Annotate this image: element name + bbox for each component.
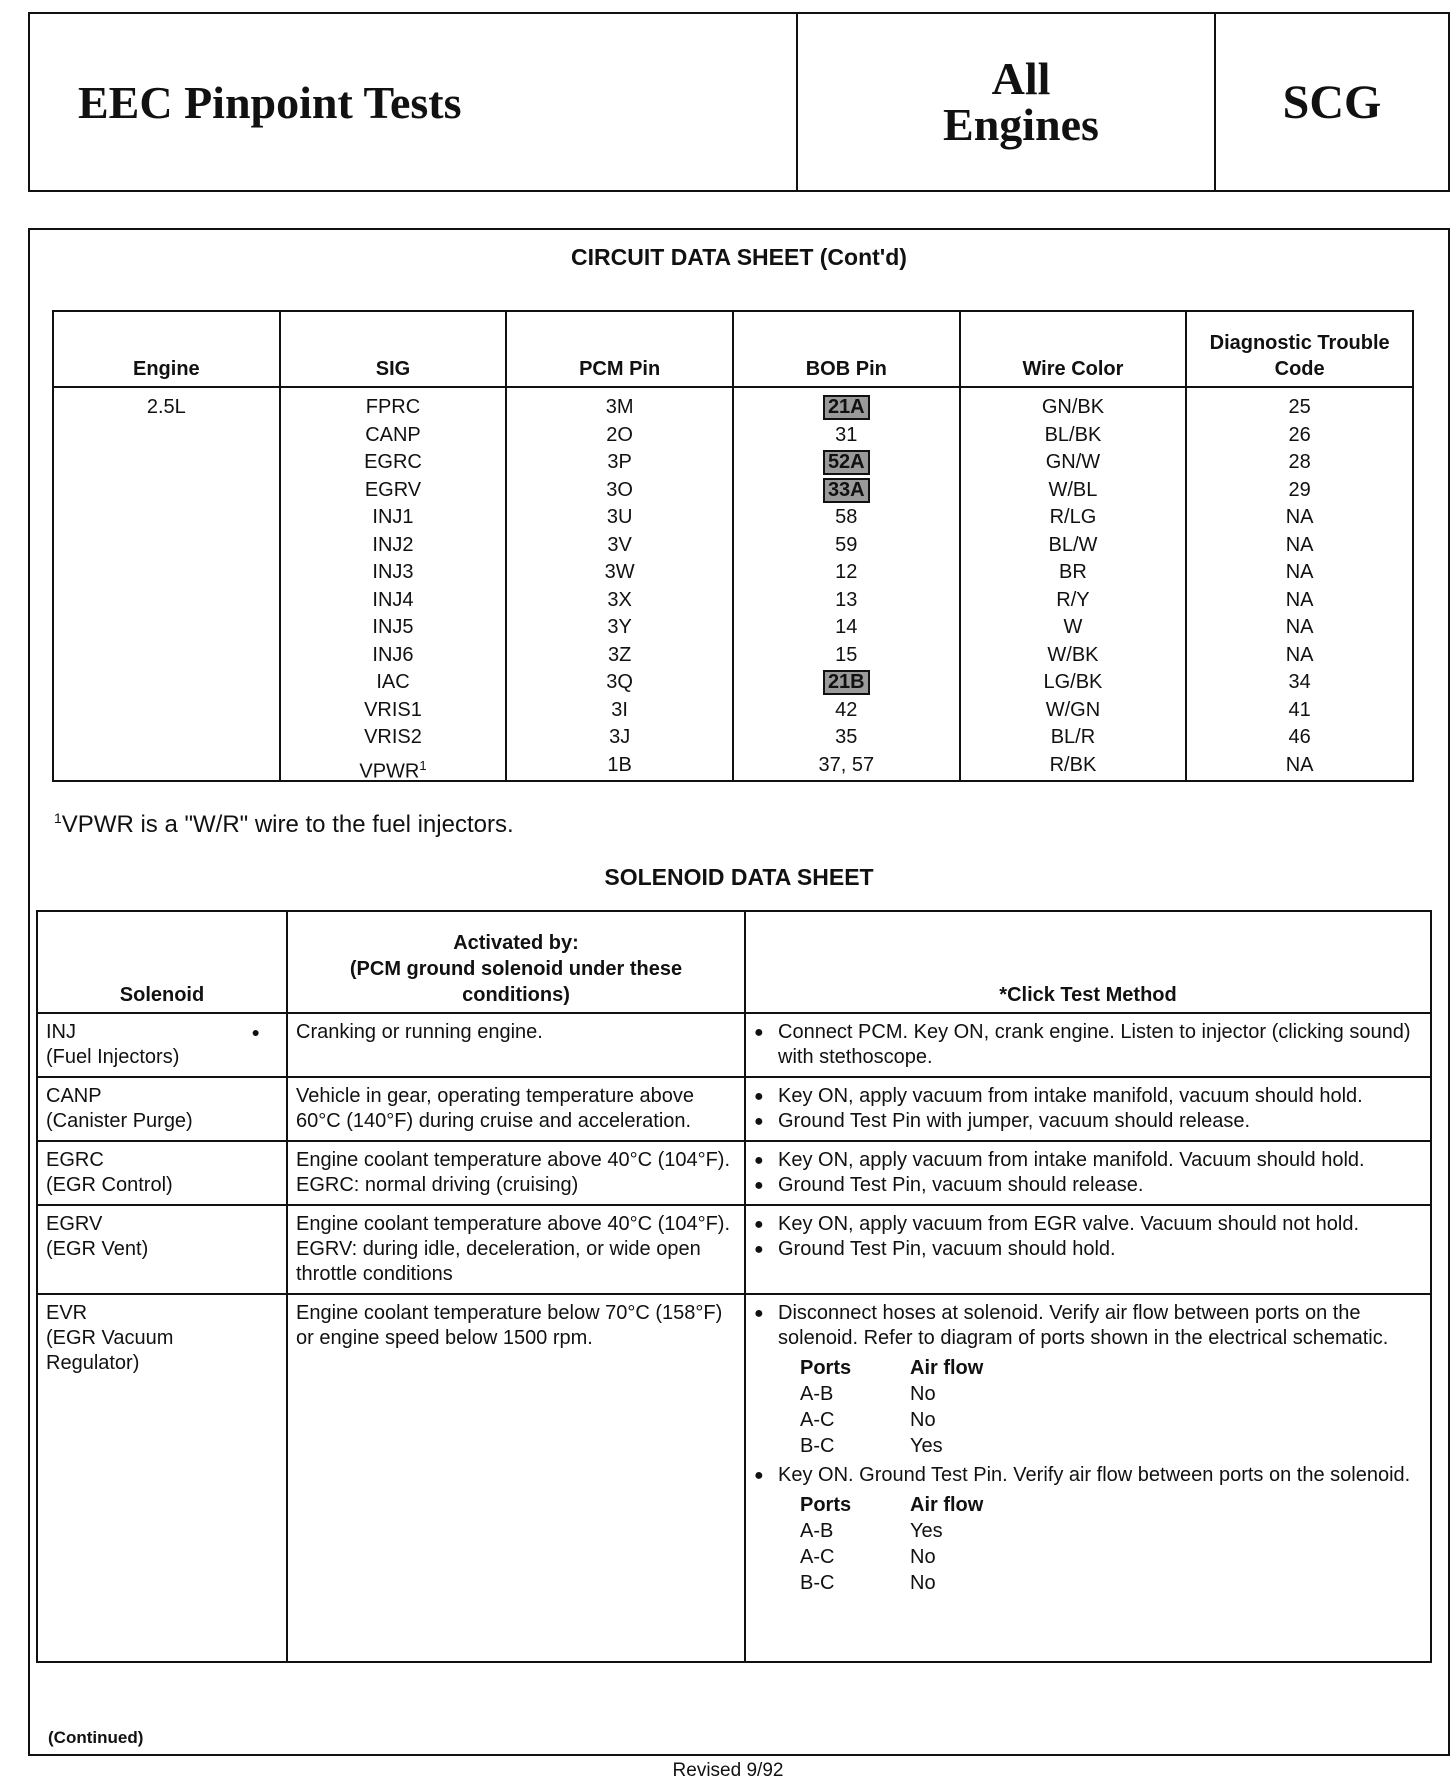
- sig-value: [282, 752, 505, 783]
- pcm-cell: [506, 387, 733, 781]
- sig-value: [282, 614, 505, 642]
- airflow-header: Air flow: [910, 1357, 984, 1379]
- wire-text: BL/BK: [1044, 423, 1102, 446]
- wire-text: R/LG: [1049, 506, 1097, 528]
- pcm-value: [508, 559, 731, 587]
- pcm-text: 3J: [609, 726, 631, 748]
- ports-row: [800, 1407, 1020, 1433]
- vpwr-footnote-mark: 1: [419, 757, 427, 773]
- bob-value: [735, 587, 958, 615]
- sig-value: [282, 587, 505, 615]
- solenoid-name-cell: [37, 1205, 287, 1294]
- activated-header-line-2: (PCM ground solenoid under these conditions): [349, 958, 683, 1006]
- airflow-value: No: [910, 1409, 936, 1431]
- dtc-value: [1188, 669, 1411, 697]
- pcm-text: 2O: [606, 423, 633, 446]
- circuit-data-table: [52, 310, 1414, 782]
- airflow-value: Yes: [910, 1435, 943, 1457]
- engine-cell: [53, 387, 280, 781]
- dtc-text: 25: [1288, 396, 1311, 418]
- sig-text: VRIS1: [364, 698, 422, 721]
- pcm-value: [508, 394, 731, 422]
- ports-row: [800, 1381, 1020, 1407]
- wire-value: [962, 642, 1185, 670]
- activation-text: Cranking or running engine.: [296, 1021, 543, 1043]
- sig-value: [282, 669, 505, 697]
- pcm-value: [508, 669, 731, 697]
- wire-text: W: [1063, 616, 1083, 638]
- engine-value: 2.5L: [146, 396, 186, 418]
- solenoid-data-table: [36, 910, 1432, 1663]
- test-step: ● Key ON, apply vacuum from intake manifold. Vacuum should hold.: [754, 1148, 1422, 1173]
- solenoid-name-cell: [37, 1141, 287, 1205]
- pcm-value: [508, 477, 731, 505]
- engines-line-1: All: [991, 53, 1051, 104]
- test-steps: [754, 1463, 1422, 1488]
- wire-value: [962, 532, 1185, 560]
- solenoid-description: (EGR Control): [46, 1174, 173, 1196]
- click-test-cell: [745, 1013, 1431, 1077]
- bob-value: [735, 422, 958, 450]
- bob-cell: [733, 387, 960, 781]
- wire-value: [962, 669, 1185, 697]
- content-frame: [28, 228, 1450, 1756]
- sig-text: FPRC: [365, 396, 421, 418]
- ports-airflow-table: [800, 1492, 1020, 1596]
- dtc-cell: [1186, 387, 1413, 781]
- pcm-value: [508, 422, 731, 450]
- test-step: ● Connect PCM. Key ON, crank engine. Listen to injector (clicking sound) with stethoscope.: [754, 1020, 1422, 1070]
- col-header-activated: [287, 911, 745, 1013]
- test-step: ● Ground Test Pin, vacuum should hold.: [754, 1237, 1422, 1262]
- bob-value: [735, 477, 958, 505]
- sig-text: INJ1: [372, 506, 414, 528]
- solenoid-description: (EGR Vacuum: [46, 1327, 174, 1349]
- wire-cell: [960, 387, 1187, 781]
- pcm-value: [508, 697, 731, 725]
- engines-line-2: Engines: [943, 99, 1099, 150]
- sig-value: [282, 394, 505, 422]
- wire-value: [962, 422, 1185, 450]
- revision-date: Revised 9/92: [672, 1760, 784, 1781]
- solenoid-name: EGRC: [46, 1149, 104, 1171]
- solenoid-row: [37, 1013, 1431, 1077]
- footnote: [54, 810, 514, 839]
- port-pair: A-C: [800, 1409, 835, 1431]
- ports-header-row: [800, 1492, 1020, 1518]
- wire-value: [962, 752, 1185, 780]
- pcm-text: 3M: [605, 396, 634, 418]
- pcm-value: [508, 587, 731, 615]
- ports-airflow-table: [800, 1355, 1020, 1459]
- col-header-dtc: Diagnostic Trouble Code: [1186, 311, 1413, 387]
- bob-text: 52A: [823, 450, 870, 475]
- sig-text: INJ3: [372, 561, 414, 583]
- wire-value: [962, 394, 1185, 422]
- continued-label: (Continued): [48, 1728, 144, 1747]
- test-steps: [754, 1020, 1422, 1070]
- wire-text: R/Y: [1056, 588, 1090, 611]
- airflow-value: No: [910, 1572, 936, 1594]
- solenoid-description: (EGR Vent): [46, 1238, 149, 1260]
- ports-row: [800, 1544, 1020, 1570]
- dtc-text: 46: [1288, 726, 1311, 748]
- solenoid-name-cell: [37, 1013, 287, 1077]
- solenoid-description: Regulator): [46, 1352, 140, 1374]
- wire-value: [962, 724, 1185, 752]
- pcm-text: 3V: [607, 533, 632, 556]
- wire-value: [962, 697, 1185, 725]
- ports-row: [800, 1518, 1020, 1544]
- dtc-text: 34: [1288, 671, 1311, 693]
- bob-value: [735, 394, 958, 422]
- pcm-text: 3Q: [606, 671, 633, 693]
- ports-header-row: [800, 1355, 1020, 1381]
- dtc-text: NA: [1285, 588, 1314, 611]
- activation-text: Engine coolant temperature below 70°C (158°F) or engine speed below 1500 rpm.: [296, 1302, 723, 1349]
- solenoid-name-cell: [37, 1077, 287, 1141]
- sig-text: VPWR: [359, 760, 420, 783]
- bob-value: [735, 504, 958, 532]
- airflow-header: Air flow: [910, 1494, 984, 1516]
- bob-value: [735, 532, 958, 560]
- circuit-data-title: CIRCUIT DATA SHEET (Cont'd): [571, 244, 907, 270]
- click-test-cell: [745, 1141, 1431, 1205]
- sig-value: [282, 477, 505, 505]
- test-step: ● Ground Test Pin with jumper, vacuum should release.: [754, 1109, 1422, 1134]
- bob-value: [735, 752, 958, 780]
- activation-cell: [287, 1205, 745, 1294]
- port-pair: A-C: [800, 1546, 835, 1568]
- dtc-value: [1188, 504, 1411, 532]
- col-header-bob-pin: BOB Pin: [733, 311, 960, 387]
- dtc-value: [1188, 642, 1411, 670]
- bob-value: [735, 697, 958, 725]
- wire-value: [962, 449, 1185, 477]
- activation-text: Engine coolant temperature above 40°C (104°F).: [296, 1213, 731, 1235]
- wire-text: W/BK: [1047, 643, 1099, 666]
- pcm-text: 3O: [606, 478, 633, 501]
- pcm-value: [508, 752, 731, 780]
- pcm-value: [508, 642, 731, 670]
- port-pair: A-B: [800, 1520, 834, 1542]
- footnote-text: VPWR is a "W/R" wire to the fuel injectors.: [61, 811, 514, 838]
- activation-text: Vehicle in gear, operating temperature above 60°C (140°F) during cruise and acceleration.: [296, 1085, 695, 1132]
- wire-text: W/BL: [1048, 478, 1098, 501]
- solenoid-row: [37, 1141, 1431, 1205]
- sig-text: EGRC: [364, 451, 422, 473]
- sig-value: [282, 559, 505, 587]
- engines-label: [798, 14, 1216, 190]
- dtc-text: NA: [1285, 533, 1314, 556]
- bob-value: [735, 449, 958, 477]
- solenoid-name-cell: [37, 1294, 287, 1662]
- dtc-text: NA: [1285, 753, 1314, 776]
- sig-value: [282, 504, 505, 532]
- activation-text: Engine coolant temperature above 40°C (104°F).: [296, 1149, 731, 1171]
- dtc-text: NA: [1285, 616, 1314, 638]
- dtc-value: [1188, 724, 1411, 752]
- dtc-value: [1188, 532, 1411, 560]
- sig-cell: [280, 387, 507, 781]
- ports-header: Ports: [800, 1357, 852, 1379]
- bob-text: 58: [835, 506, 858, 528]
- activation-text: EGRC: normal driving (cruising): [296, 1174, 579, 1196]
- bob-text: 42: [835, 698, 858, 721]
- col-header-engine: Engine: [53, 311, 280, 387]
- solenoid-description: (Canister Purge): [46, 1110, 193, 1132]
- solenoid-row: [37, 1077, 1431, 1141]
- activation-text: EGRV: during idle, deceleration, or wide open throttle conditions: [296, 1238, 701, 1285]
- wire-text: LG/BK: [1043, 671, 1103, 693]
- sig-text: INJ2: [372, 533, 414, 556]
- wire-text: BL/R: [1050, 726, 1096, 748]
- wire-value: [962, 477, 1185, 505]
- activation-cell: [287, 1141, 745, 1205]
- test-steps: [754, 1301, 1422, 1351]
- bob-text: 31: [835, 423, 858, 446]
- ports-row: [800, 1570, 1020, 1596]
- activation-cell: [287, 1013, 745, 1077]
- test-step: ● Key ON. Ground Test Pin. Verify air flow between ports on the solenoid.: [754, 1463, 1422, 1488]
- bob-value: [735, 614, 958, 642]
- dtc-value: [1188, 394, 1411, 422]
- dtc-text: 41: [1288, 698, 1311, 721]
- test-steps: [754, 1084, 1422, 1134]
- pcm-text: 3I: [611, 698, 628, 721]
- port-pair: B-C: [800, 1435, 835, 1457]
- activated-header-line-1: Activated by:: [453, 932, 579, 954]
- pcm-text: 3P: [607, 451, 632, 473]
- ports-row: [800, 1433, 1020, 1459]
- col-header-solenoid: Solenoid: [37, 911, 287, 1013]
- sig-text: CANP: [365, 423, 421, 446]
- test-step: ● Key ON, apply vacuum from EGR valve. Vacuum should not hold.: [754, 1212, 1422, 1237]
- pcm-value: [508, 724, 731, 752]
- solenoid-data-title: SOLENOID DATA SHEET: [604, 864, 874, 890]
- dtc-value: [1188, 559, 1411, 587]
- page-header: [28, 12, 1450, 192]
- bob-value: [735, 669, 958, 697]
- bob-text: 37, 57: [818, 753, 875, 776]
- port-pair: A-B: [800, 1383, 834, 1405]
- sig-text: INJ5: [372, 616, 414, 638]
- bob-text: 13: [835, 588, 858, 611]
- dtc-text: NA: [1285, 561, 1314, 583]
- bob-text: 59: [835, 533, 858, 556]
- bob-text: 14: [835, 616, 858, 638]
- pcm-value: [508, 532, 731, 560]
- bullet-mark-icon: ●: [251, 1024, 260, 1040]
- sig-value: [282, 642, 505, 670]
- dtc-value: [1188, 422, 1411, 450]
- solenoid-row: [37, 1205, 1431, 1294]
- section-code: SCG: [1282, 75, 1382, 129]
- dtc-text: NA: [1285, 643, 1314, 666]
- wire-value: [962, 559, 1185, 587]
- col-header-pcm-pin: PCM Pin: [506, 311, 733, 387]
- bob-value: [735, 642, 958, 670]
- solenoid-row-evr: [37, 1294, 1431, 1662]
- wire-text: GN/BK: [1041, 396, 1105, 418]
- pcm-text: 3X: [607, 588, 632, 611]
- solenoid-name: CANP: [46, 1085, 102, 1107]
- click-test-cell: [745, 1077, 1431, 1141]
- bob-text: 15: [835, 643, 858, 666]
- test-step: ● Key ON, apply vacuum from intake manifold, vacuum should hold.: [754, 1084, 1422, 1109]
- airflow-value: No: [910, 1546, 936, 1568]
- col-header-sig: SIG: [280, 311, 507, 387]
- bob-text: 33A: [823, 478, 870, 503]
- pcm-text: 3Z: [607, 643, 632, 666]
- dtc-value: [1188, 752, 1411, 780]
- document-title: EEC Pinpoint Tests: [30, 14, 798, 190]
- test-steps: [754, 1212, 1422, 1262]
- bob-text: 35: [835, 726, 858, 748]
- solenoid-description: (Fuel Injectors): [46, 1046, 180, 1068]
- pcm-text: 1B: [607, 753, 632, 776]
- sig-value: [282, 724, 505, 752]
- wire-text: R/BK: [1049, 753, 1097, 776]
- dtc-text: 29: [1288, 478, 1311, 501]
- solenoid-name: EVR: [46, 1302, 88, 1324]
- click-test-cell: [745, 1205, 1431, 1294]
- bob-text: 21B: [823, 670, 870, 695]
- bob-text: 21A: [823, 395, 870, 420]
- bob-value: [735, 559, 958, 587]
- sig-value: [282, 532, 505, 560]
- col-header-click-test: *Click Test Method: [745, 911, 1431, 1013]
- col-header-wire-color: Wire Color: [960, 311, 1187, 387]
- dtc-text: NA: [1285, 506, 1314, 528]
- dtc-value: [1188, 614, 1411, 642]
- wire-text: GN/W: [1045, 451, 1101, 473]
- airflow-value: No: [910, 1383, 936, 1405]
- dtc-value: [1188, 697, 1411, 725]
- bob-value: [735, 724, 958, 752]
- dtc-text: 28: [1288, 451, 1311, 473]
- sig-value: [282, 422, 505, 450]
- sig-value: [282, 449, 505, 477]
- pcm-text: 3U: [606, 506, 633, 528]
- dtc-value: [1188, 587, 1411, 615]
- airflow-value: Yes: [910, 1520, 943, 1542]
- footnote-mark: 1: [54, 810, 62, 826]
- bob-text: 12: [835, 561, 858, 583]
- sig-text: IAC: [376, 671, 410, 693]
- sig-value: [282, 697, 505, 725]
- click-test-cell: [745, 1294, 1431, 1662]
- solenoid-name: INJ: [46, 1021, 76, 1043]
- sig-text: INJ4: [372, 588, 414, 611]
- test-steps: [754, 1148, 1422, 1198]
- pcm-value: [508, 449, 731, 477]
- solenoid-name: EGRV: [46, 1213, 103, 1235]
- pcm-text: 3Y: [607, 616, 632, 638]
- dtc-value: [1188, 477, 1411, 505]
- dtc-text: 26: [1288, 423, 1311, 446]
- dtc-value: [1188, 449, 1411, 477]
- sig-text: VRIS2: [364, 726, 422, 748]
- wire-text: W/GN: [1045, 698, 1101, 721]
- test-step: ● Ground Test Pin, vacuum should release.: [754, 1173, 1422, 1198]
- activation-cell: [287, 1077, 745, 1141]
- ports-header: Ports: [800, 1494, 852, 1516]
- wire-value: [962, 504, 1185, 532]
- sig-text: INJ6: [372, 643, 414, 666]
- activation-cell: [287, 1294, 745, 1662]
- sig-text: EGRV: [364, 478, 422, 501]
- test-step: ● Disconnect hoses at solenoid. Verify air flow between ports on the solenoid. Refer to diagram of ports shown in the electrical schematic.: [754, 1301, 1422, 1351]
- pcm-text: 3W: [604, 561, 635, 583]
- port-pair: B-C: [800, 1572, 835, 1594]
- wire-text: BL/W: [1048, 533, 1098, 556]
- wire-value: [962, 587, 1185, 615]
- pcm-value: [508, 504, 731, 532]
- pcm-value: [508, 614, 731, 642]
- wire-text: BR: [1059, 561, 1087, 583]
- wire-value: [962, 614, 1185, 642]
